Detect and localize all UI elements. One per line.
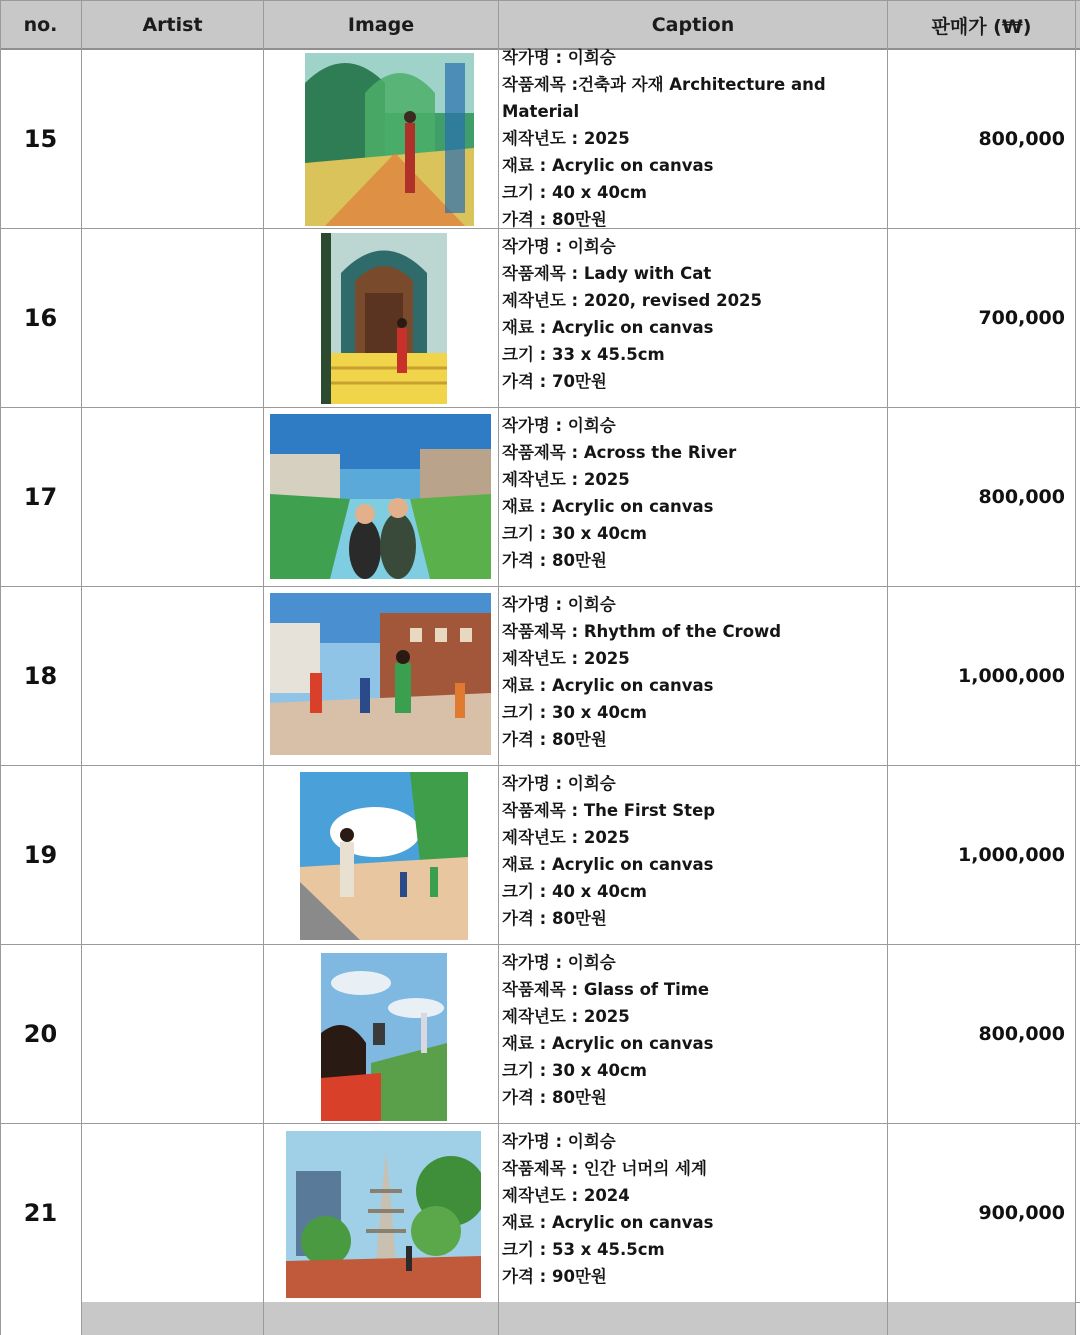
artist-cell[interactable]: [82, 587, 262, 765]
artist-cell[interactable]: [82, 408, 262, 586]
row-number: 20: [23, 1020, 58, 1048]
caption-artist: 작가명 : 이희승: [502, 416, 616, 435]
table-row[interactable]: [0, 408, 1080, 587]
header-caption[interactable]: Caption: [651, 14, 735, 36]
painting-river-couple-icon: [270, 414, 491, 579]
painting-pagoda-icon: [286, 1131, 481, 1298]
price-cell: 800,000: [978, 486, 1065, 508]
caption-artist: 작가명 : 이희승: [502, 595, 616, 614]
painting-doorway-icon: [321, 233, 447, 404]
caption-material: 재료 : Acrylic on canvas: [502, 497, 714, 516]
price-cell: 900,000: [978, 1202, 1065, 1224]
artist-cell[interactable]: [82, 766, 262, 944]
header-price[interactable]: 판매가 (₩): [931, 15, 1032, 38]
table-row[interactable]: [0, 945, 1080, 1124]
next-row-partial: [0, 1302, 1080, 1335]
footer-cell-price[interactable]: [888, 1302, 1075, 1335]
footer-cell-artist[interactable]: [82, 1302, 263, 1335]
header-no[interactable]: no.: [23, 14, 58, 36]
image-cell[interactable]: [264, 945, 497, 1123]
row-number: 19: [23, 841, 58, 869]
caption-artist: 작가명 : 이희승: [502, 774, 616, 793]
row-number: 21: [23, 1199, 58, 1227]
caption-material: 재료 : Acrylic on canvas: [502, 1213, 714, 1232]
caption-artist: 작가명 : 이희승: [502, 48, 616, 67]
caption-size: 크기 : 33 x 45.5cm: [502, 345, 665, 364]
caption-material: 재료 : Acrylic on canvas: [502, 318, 714, 337]
caption-artist: 작가명 : 이희승: [502, 1132, 616, 1151]
caption-price-text: 가격 : 70만원: [502, 372, 607, 391]
caption-size: 크기 : 30 x 40cm: [502, 1061, 647, 1080]
image-cell[interactable]: [264, 229, 497, 407]
table-row[interactable]: [0, 587, 1080, 766]
row-number: 15: [23, 125, 58, 153]
caption-size: 크기 : 40 x 40cm: [502, 882, 647, 901]
caption-title: 작품제목 : Glass of Time: [502, 980, 710, 999]
caption-cell: [502, 1128, 882, 1290]
caption-cell: [502, 233, 882, 395]
caption-size: 크기 : 40 x 40cm: [502, 183, 647, 202]
image-cell[interactable]: [264, 408, 497, 586]
price-cell: 700,000: [978, 307, 1065, 329]
caption-price-text: 가격 : 90만원: [502, 1267, 607, 1286]
artist-cell[interactable]: [82, 229, 262, 407]
artist-cell[interactable]: [82, 1124, 262, 1302]
row-number: 16: [23, 304, 58, 332]
footer-cell-caption[interactable]: [499, 1302, 887, 1335]
caption-year: 제작년도 : 2025: [502, 828, 630, 847]
caption-title: 작품제목 : 인간 너머의 세계: [502, 1159, 707, 1178]
caption-size: 크기 : 30 x 40cm: [502, 703, 647, 722]
caption-title: 작품제목 : Across the River: [502, 443, 737, 462]
caption-cell: [502, 412, 882, 574]
image-cell[interactable]: [264, 1124, 497, 1302]
header-artist[interactable]: Artist: [142, 14, 203, 36]
artist-cell[interactable]: [82, 945, 262, 1123]
caption-material: 재료 : Acrylic on canvas: [502, 855, 714, 874]
caption-size: 크기 : 53 x 45.5cm: [502, 1240, 665, 1259]
caption-title: 작품제목 : The First Step: [502, 801, 716, 820]
caption-title: 작품제목 :건축과 자재 Architecture and Material: [502, 75, 826, 121]
row-number: 17: [23, 483, 58, 511]
caption-material: 재료 : Acrylic on canvas: [502, 1034, 714, 1053]
caption-artist: 작가명 : 이희승: [502, 237, 616, 256]
painting-runners-icon: [270, 593, 491, 755]
painting-woman-phone-icon: [321, 953, 447, 1121]
table-row[interactable]: [0, 1124, 1080, 1303]
caption-year: 제작년도 : 2020, revised 2025: [502, 291, 763, 310]
table-row[interactable]: [0, 50, 1080, 229]
caption-price-text: 가격 : 80만원: [502, 909, 607, 928]
price-cell: 1,000,000: [958, 844, 1065, 866]
caption-material: 재료 : Acrylic on canvas: [502, 156, 714, 175]
caption-artist: 작가명 : 이희승: [502, 953, 616, 972]
price-cell: 1,000,000: [958, 665, 1065, 687]
price-cell: 800,000: [978, 128, 1065, 150]
image-cell[interactable]: [264, 766, 497, 944]
image-cell[interactable]: [264, 587, 497, 765]
table-row[interactable]: [0, 229, 1080, 408]
caption-year: 제작년도 : 2024: [502, 1186, 630, 1205]
painting-arches-woman-icon: [305, 53, 474, 226]
caption-size: 크기 : 30 x 40cm: [502, 524, 647, 543]
caption-material: 재료 : Acrylic on canvas: [502, 676, 714, 695]
caption-price-text: 가격 : 80만원: [502, 210, 607, 229]
footer-cell-image[interactable]: [264, 1302, 498, 1335]
footer-cell-no[interactable]: [0, 1302, 81, 1335]
artist-cell[interactable]: [82, 50, 262, 228]
caption-title: 작품제목 : Rhythm of the Crowd: [502, 622, 782, 641]
caption-cell: [502, 770, 882, 932]
caption-cell: [502, 591, 882, 753]
caption-cell: [502, 949, 882, 1111]
table-header: [0, 0, 1080, 50]
caption-price-text: 가격 : 80만원: [502, 551, 607, 570]
caption-year: 제작년도 : 2025: [502, 129, 630, 148]
caption-cell: [502, 44, 882, 233]
table-row[interactable]: [0, 766, 1080, 945]
caption-year: 제작년도 : 2025: [502, 649, 630, 668]
image-cell[interactable]: [264, 50, 497, 228]
caption-price-text: 가격 : 80만원: [502, 1088, 607, 1107]
price-cell: 800,000: [978, 1023, 1065, 1045]
row-number: 18: [23, 662, 58, 690]
painting-beach-runners-icon: [300, 772, 468, 940]
caption-title: 작품제목 : Lady with Cat: [502, 264, 712, 283]
caption-year: 제작년도 : 2025: [502, 470, 630, 489]
caption-year: 제작년도 : 2025: [502, 1007, 630, 1026]
caption-price-text: 가격 : 80만원: [502, 730, 607, 749]
header-image[interactable]: Image: [347, 14, 415, 36]
